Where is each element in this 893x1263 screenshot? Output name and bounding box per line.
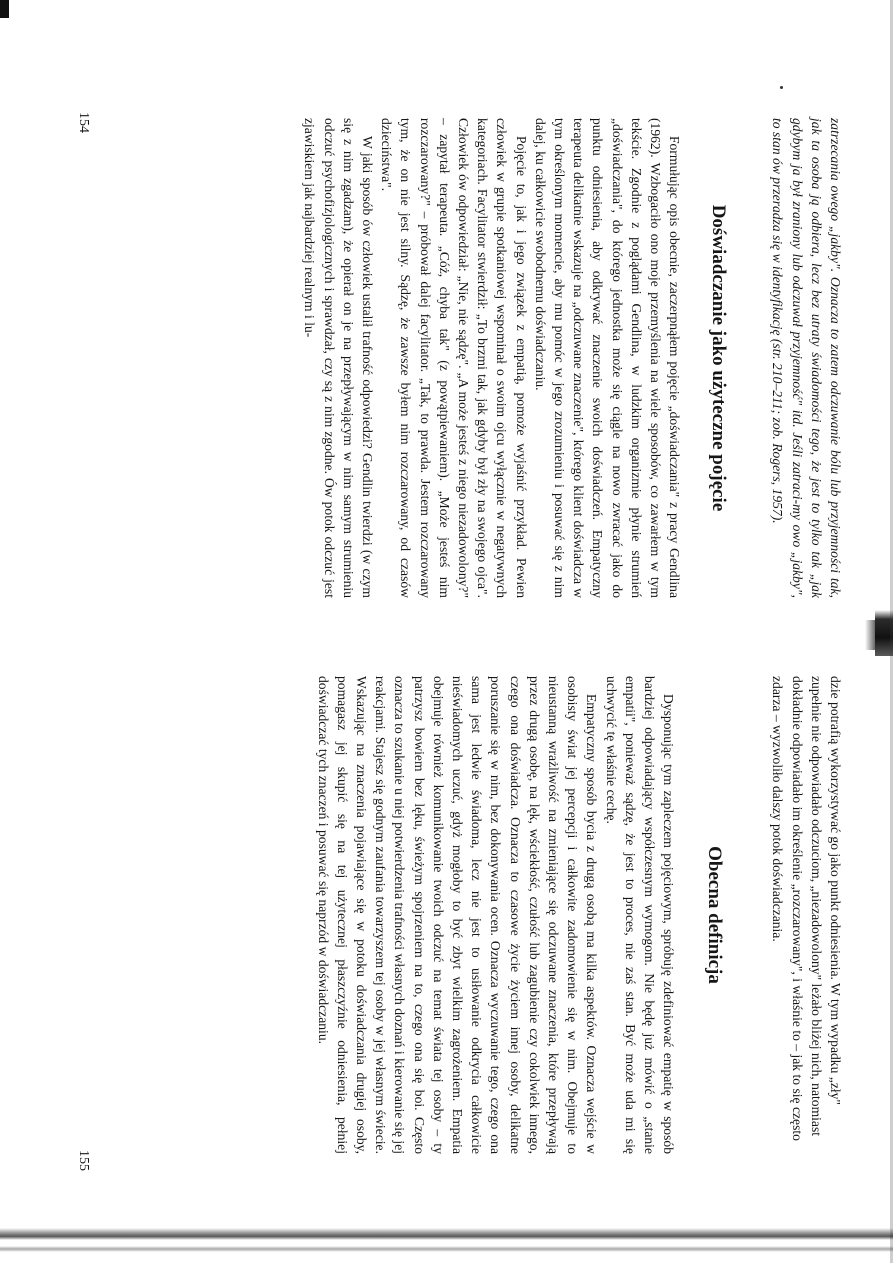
left-page-content [300, 118, 845, 598]
section-heading-experiencing: Doświadczanie jako użyteczne pojęcie [708, 204, 730, 512]
scan-corner-mark [0, 0, 9, 18]
paragraph-5: Empatyczny sposób bycia z drugą osobą ma kilka aspektów. Oznacza wejście w osobisty świat jej percepcji i całkowite zadomowienie się w nim. Obejmuje to nieustanną wrażliwość na zmieniające się odczuwane znaczenia, które przepływają przez drugą osobę, na lęk, wściekłość, czułość lub zagubienie czy cokolwiek innego, czego ona doświadcza. Oznacza to czasowe życie życiem innej osoby, delikatne poruszanie się w nim, bez dokonywania ocen. Oznacza wyczuwanie tego, czego ona sama jest ledwie świadoma, lecz nie jest to usiłowanie odkrycia całkowicie nieświadomych uczuć, gdyż mogłoby to być zbyt wielkim zagrożeniem. Empatia obejmuje również komunikowanie twoich odczuć na temat świata tej osoby – ty patrzysz bowiem bez lęku, świeżym spojrzeniem na to, czego ona się boi. Często oznacza to szukanie u niej potwierdzenia trafności własnych doznań i kierowanie się jej reakcjami. Stajesz się godnym zaufania towarzyszem tej osoby w jej własnym świecie. Wskazując na znaczenia pojawiające się w potoku doświadczania drugiej osoby, pomagasz jej skupić się na tej użytecznej płaszczyźnie odniesienia, pełniej doświadczać tych znaczeń i posuwać się naprzód w doświadczaniu. [315, 676, 600, 1154]
left-page [0, 0, 893, 620]
paragraph-2: Pojęcie to, jak i jego związek z empatią, pomoże wyjaśnić przykład. Pewien człowiek w grupie spotkaniowej wspominał o swoim ojcu wyłącznie w negatywnych kategoriach. Facylitator stwierdził: „To brzmi tak, jak gdyby był zły na swojego ojca". Człowiek ów odpowiedział: „Nie, nie sądzę". „A może jesteś z niego niezadowolony?" – zapytał terapeuta. „Cóż, chyba tak" (z powątpiewaniem). „Może jesteś nim rozczarowany?" – próbował dalej facylitator. „Tak, to prawda. Jestem rozczarowany tym, że on nie jest silny. Sądzę, że zawsze byłem nim rozczarowany, od czasów dzieciństwa". [379, 118, 529, 598]
paragraph-3: W jaki sposób ów człowiek ustalił trafność odpowiedzi? Gendlin twierdzi (w czym się z nim zgadzam), że opierał on je na przepływającym w nim samym strumieniu odczuć psychofizjologicznych i sprawdzał, czy są z nim zgodne. Ów potok odczuć jest zjawiskiem jak najbardziej realnym i lu- [302, 118, 375, 598]
paragraph-4: Dysponując tym zapleczem pojęciowym, spróbuję zdefiniować empatię w sposób bardziej odpowiadający współczesnym wymogom. Nie będę już mówić o „stanie empatii", ponieważ sądzę, że jest to proces, nie zaś stan. Być może uda mi się uchwycić tę właśnie cechę. [603, 676, 677, 1154]
page-number-right: 155 [76, 1150, 91, 1171]
scan-edge-shadow [0, 1228, 893, 1240]
right-page [0, 640, 893, 1263]
continuation-paragraph: dzie potrafią wykorzystywać go jako punkt odniesienia. W tym wypadku „zły" zupełnie nie odpowiadało odczuciom, „niezadowolony" leżało bliżej nich, natomiast dokładnie odpowiadało im określenie „rozczarowany", i właśnie to – jak to się często zdarza – wyzwoliło dalszy potok doświadczania. [770, 676, 843, 1141]
page-number-left: 154 [76, 112, 91, 133]
scan-edge-shadow-outer [0, 1246, 893, 1252]
paragraph-1: Formułując opis obecnie, zaczerpnąłem pojęcie „doświadczania" z pracy Gendlina (1962). Wzbogaciło ono moje przemyślenia na wiele sposobów, co zawarłem w tym tekście. Zgodnie z poglądami Gendlina, w ludzkim organizmie płynie strumień „doświadczania", do którego jednostka może się ciągle na nowo zwracać jako do punktu odniesienia, aby odkrywać znaczenie swoich doświadczeń. Empatyczny terapeuta delikatnie wskazuje na „odczuwane znaczenie", którego klient doświadcza w tym określonym momencie, aby mu pomóc w jego zrozumieniu i posuwać się z nim dalej, ku całkowicie swobodnemu doświadczaniu. [532, 118, 683, 598]
section-heading-current-definition: Obecna definicja [704, 846, 726, 984]
right-page-content [313, 676, 845, 1154]
intro-quote: zatrzecania owego „jakby". Oznacza to zatem odczuwanie bólu lub przyjemności tak, jak ta osoba ją odbiera, lecz bez utraty świadomości tego, że jest to tylko tak „jak gdybym ja był zraniony lub odczuwał przyjemność" itd. Jeśli zatraci-my owo „jakby", to stan ów przeradza się w identyfikację (str. 210–211; zob. Rogers, 1957). [770, 118, 843, 598]
stray-mark [780, 86, 783, 89]
